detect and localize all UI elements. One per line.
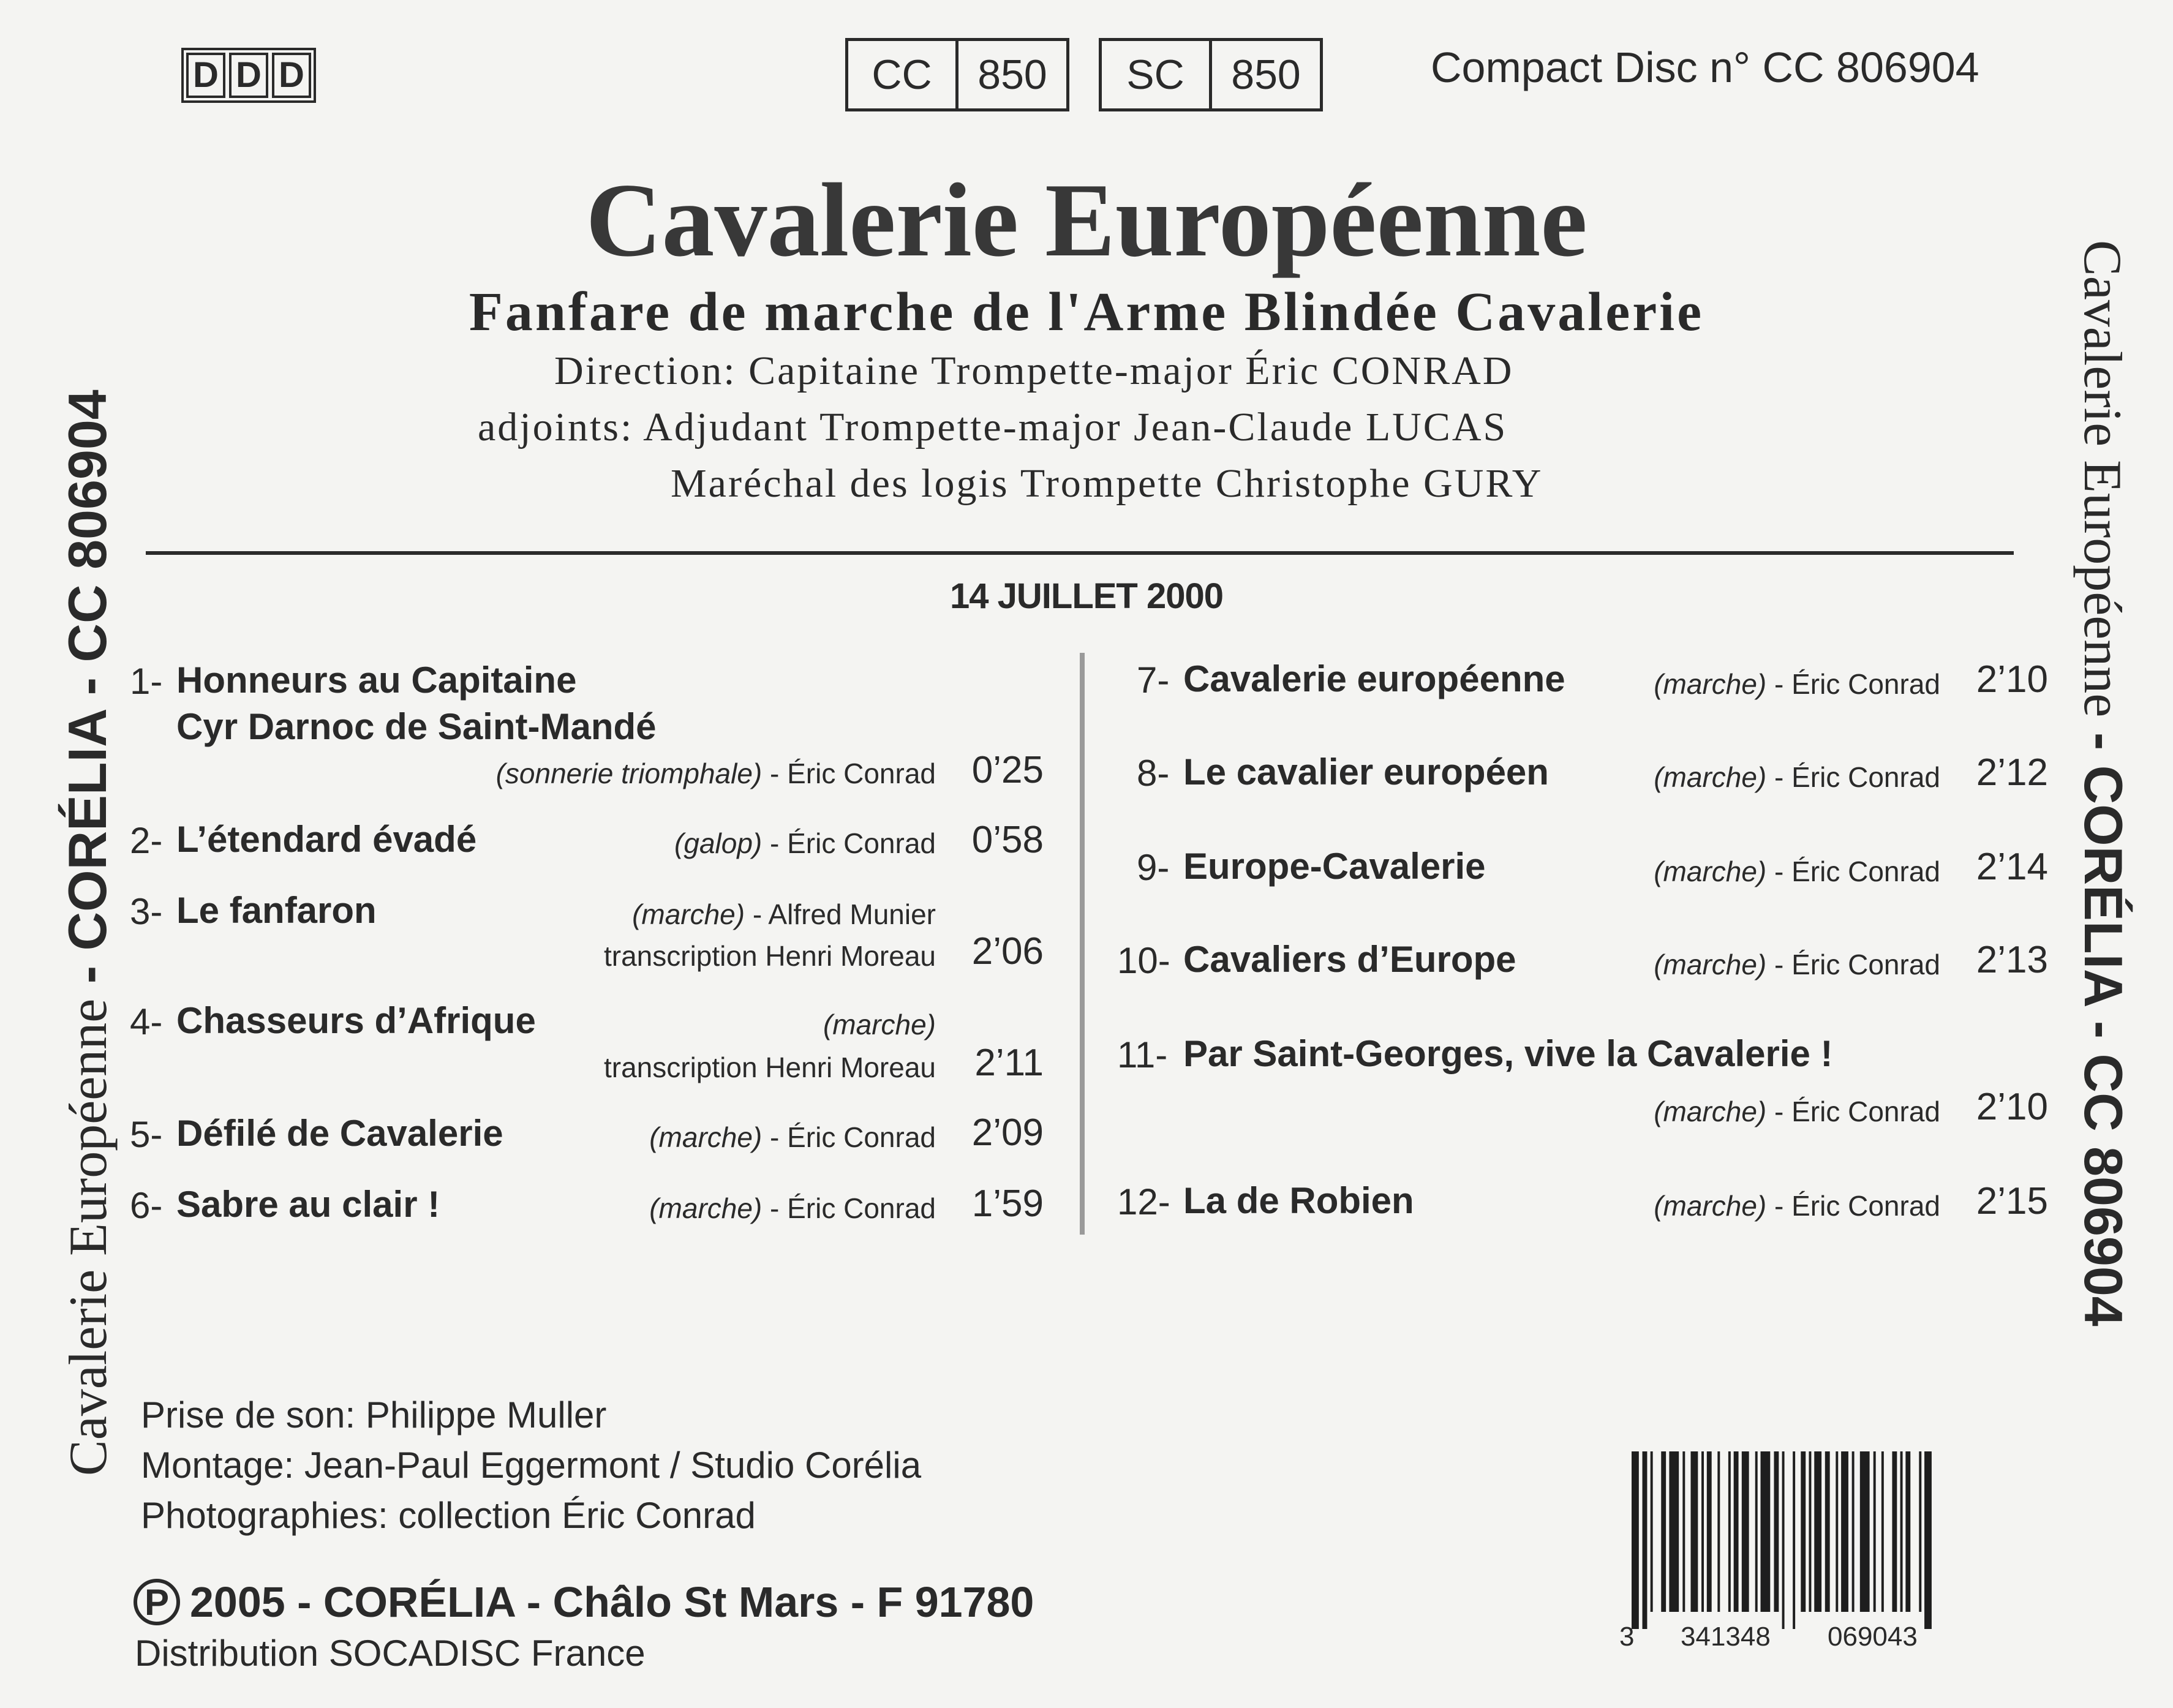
track-composer: - Éric Conrad xyxy=(762,1192,936,1224)
phonogram-icon: P xyxy=(134,1579,180,1625)
barcode-bar xyxy=(1774,1451,1779,1612)
track-duration: 2’12 xyxy=(1976,751,2048,794)
copyright-line xyxy=(134,1578,1034,1627)
track-genre: (marche) xyxy=(1654,856,1767,887)
track-duration: 2’10 xyxy=(1976,1086,2048,1128)
barcode-bar xyxy=(1643,1451,1648,1629)
track-credit xyxy=(1654,948,1940,981)
barcode-bar xyxy=(1900,1451,1903,1612)
track-number: 10- xyxy=(1117,940,1170,981)
track-genre: (marche) xyxy=(1654,949,1767,980)
barcode-bar xyxy=(1734,1451,1739,1612)
track-credit xyxy=(1654,668,1940,701)
barcode-bars xyxy=(1632,1451,1938,1629)
barcode-bar xyxy=(1661,1451,1666,1612)
track-duration: 2’15 xyxy=(1976,1180,2048,1222)
track-duration: 2’06 xyxy=(971,930,1044,973)
track-credit xyxy=(649,1192,936,1225)
track-duration: 2’09 xyxy=(971,1112,1044,1154)
track-genre: (marche) xyxy=(632,898,745,930)
track-credit xyxy=(649,1121,936,1154)
barcode-bar xyxy=(1742,1451,1749,1612)
track-number: 7- xyxy=(1137,660,1170,701)
track-credit xyxy=(496,757,936,790)
track-genre: (marche) xyxy=(1654,1190,1767,1222)
spine-right xyxy=(2071,240,2134,1326)
track-title: Chasseurs d’Afrique xyxy=(176,1000,536,1041)
credit-sound: Prise de son: Philippe Muller xyxy=(141,1394,607,1435)
barcode-bar xyxy=(1717,1451,1720,1612)
track-number: 2- xyxy=(130,820,163,861)
copyright-text: 2005 - CORÉLIA - Châlo St Mars - F 91780 xyxy=(190,1578,1034,1626)
barcode-digits-right: 069043 xyxy=(1828,1622,1918,1652)
barcode xyxy=(1619,1451,1938,1653)
barcode-bar xyxy=(1669,1451,1679,1612)
track-number: 12- xyxy=(1117,1181,1170,1222)
track-number: 4- xyxy=(130,1001,163,1042)
track-genre: (sonnerie triomphale) xyxy=(495,758,763,789)
cc-price-box xyxy=(845,38,1069,111)
track-title: Cavaliers d’Europe xyxy=(1183,939,1516,980)
track-duration: 1’59 xyxy=(971,1183,1044,1225)
track-number: 1- xyxy=(130,661,163,702)
track-title: Le fanfaron xyxy=(176,890,377,931)
track-composer: - Éric Conrad xyxy=(1766,949,1940,980)
credit-photos: Photographies: collection Éric Conrad xyxy=(141,1495,756,1536)
barcode-bar xyxy=(1782,1451,1785,1629)
track-title: Par Saint-Georges, vive la Cavalerie ! xyxy=(1183,1033,1833,1074)
track-genre: (marche) xyxy=(1654,1096,1767,1127)
barcode-bar xyxy=(1881,1451,1884,1612)
adjoints-line-1: adjoints: Adjudant Trompette-major Jean-Claude LUCAS xyxy=(478,405,1508,450)
track-number: 11- xyxy=(1117,1034,1168,1075)
track-composer: - Alfred Munier xyxy=(745,898,936,930)
ddd-badge xyxy=(181,48,316,103)
sc-price-box xyxy=(1099,38,1323,111)
recording-date: 14 JUILLET 2000 xyxy=(950,576,1223,616)
track-number: 3- xyxy=(130,891,163,932)
barcode-bar xyxy=(1905,1451,1910,1612)
disc-number: Compact Disc n° CC 806904 xyxy=(1431,43,1979,91)
track-title-continued: Cyr Darnoc de Saint-Mandé xyxy=(176,706,657,747)
track-composer: - Éric Conrad xyxy=(1766,668,1940,700)
track-composer: - Éric Conrad xyxy=(762,1121,936,1153)
barcode-digits-left: 341348 xyxy=(1681,1622,1771,1652)
barcode-bar xyxy=(1852,1451,1855,1612)
track-genre: (marche) xyxy=(649,1192,763,1224)
barcode-bar xyxy=(1793,1451,1795,1629)
track-genre: (marche) xyxy=(1654,761,1767,793)
barcode-bar xyxy=(1632,1451,1639,1629)
direction-line: Direction: Capitaine Trompette-major Éric CONRAD xyxy=(554,348,1514,393)
track-composer: - Éric Conrad xyxy=(762,827,936,859)
track-composer: - Éric Conrad xyxy=(1766,1190,1940,1222)
track-credit xyxy=(1654,1095,1940,1128)
track-composer: - Éric Conrad xyxy=(1766,1096,1940,1127)
track-genre: (galop) xyxy=(674,827,763,859)
barcode-bar xyxy=(1841,1451,1848,1612)
track-duration: 2’11 xyxy=(974,1042,1044,1084)
barcode-bar xyxy=(1728,1451,1731,1612)
barcode-bar xyxy=(1690,1451,1698,1612)
ddd-letter: D xyxy=(186,53,225,98)
track-duration: 2’14 xyxy=(1976,846,2048,888)
track-duration: 0’58 xyxy=(971,819,1044,861)
track-title: Le cavalier européen xyxy=(1183,751,1549,792)
track-duration: 0’25 xyxy=(971,749,1044,791)
spine-title: Cavalerie Européenne xyxy=(59,998,118,1476)
track-transcription: transcription Henri Moreau xyxy=(603,940,936,972)
track-title: Sabre au clair ! xyxy=(176,1184,440,1225)
barcode-bar xyxy=(1701,1451,1704,1612)
barcode-bar xyxy=(1755,1451,1758,1612)
adjoints-line-2: Maréchal des logis Trompette Christophe GURY xyxy=(671,461,1543,506)
barcode-bar xyxy=(1924,1451,1932,1629)
album-subtitle: Fanfare de marche de l'Arme Blindée Cavalerie xyxy=(469,282,1704,342)
credit-editing: Montage: Jean-Paul Eggermont / Studio Corélia xyxy=(141,1445,922,1486)
track-title: Défilé de Cavalerie xyxy=(176,1113,503,1154)
barcode-bar xyxy=(1809,1451,1811,1612)
barcode-bar xyxy=(1682,1451,1685,1612)
track-title: L’étendard évadé xyxy=(176,819,477,860)
track-credit xyxy=(823,1008,936,1041)
distribution-line: Distribution SOCADISC France xyxy=(135,1633,646,1674)
track-duration: 2’13 xyxy=(1976,939,2048,981)
sc-box-code: SC xyxy=(1126,51,1184,98)
spine-title: Cavalerie Européenne xyxy=(2073,240,2132,718)
track-title: Cavalerie européenne xyxy=(1183,658,1565,699)
track-composer: - Éric Conrad xyxy=(1766,856,1940,887)
track-composer: - Éric Conrad xyxy=(762,758,936,789)
barcode-bar xyxy=(1801,1451,1806,1612)
spine-label: - CORÉLIA - CC 806904 xyxy=(57,389,118,999)
cc-box-value: 850 xyxy=(955,41,1066,108)
track-credit xyxy=(1654,761,1940,794)
barcode-bar xyxy=(1860,1451,1870,1612)
barcode-bar xyxy=(1761,1451,1771,1612)
header-divider xyxy=(146,551,2014,555)
ddd-letter: D xyxy=(272,53,311,98)
track-number: 5- xyxy=(130,1114,163,1155)
cc-box-code: CC xyxy=(872,51,932,98)
ddd-letter: D xyxy=(229,53,268,98)
barcode-bar xyxy=(1836,1451,1838,1612)
barcode-bar xyxy=(1707,1451,1712,1612)
track-duration: 2’10 xyxy=(1976,658,2048,701)
barcode-digit-first: 3 xyxy=(1619,1622,1635,1652)
barcode-bar xyxy=(1651,1451,1653,1612)
track-number: 6- xyxy=(130,1185,163,1226)
track-number: 8- xyxy=(1137,753,1170,794)
barcode-bar xyxy=(1892,1451,1897,1612)
track-genre: (marche) xyxy=(823,1009,936,1040)
barcode-bar xyxy=(1825,1451,1830,1612)
track-composer: - Éric Conrad xyxy=(1766,761,1940,793)
track-transcription: transcription Henri Moreau xyxy=(603,1052,936,1083)
sc-box-value: 850 xyxy=(1209,41,1320,108)
spine-left xyxy=(56,389,119,1476)
track-title: Europe-Cavalerie xyxy=(1183,846,1486,887)
track-genre: (marche) xyxy=(649,1121,763,1153)
spine-label: - CORÉLIA - CC 806904 xyxy=(2073,717,2134,1326)
barcode-bar xyxy=(1814,1451,1821,1612)
track-number: 9- xyxy=(1137,847,1170,888)
track-title: La de Robien xyxy=(1183,1180,1414,1221)
column-divider xyxy=(1080,653,1085,1235)
track-genre: (marche) xyxy=(1654,668,1767,700)
track-credit xyxy=(1654,1189,1940,1222)
track-credit xyxy=(632,898,936,931)
album-title: Cavalerie Européenne xyxy=(586,162,1587,279)
track-credit xyxy=(674,827,936,860)
track-credit xyxy=(1654,855,1940,888)
barcode-bar xyxy=(1874,1451,1876,1612)
track-title: Honneurs au Capitaine xyxy=(176,660,577,701)
barcode-bar xyxy=(1919,1451,1921,1612)
